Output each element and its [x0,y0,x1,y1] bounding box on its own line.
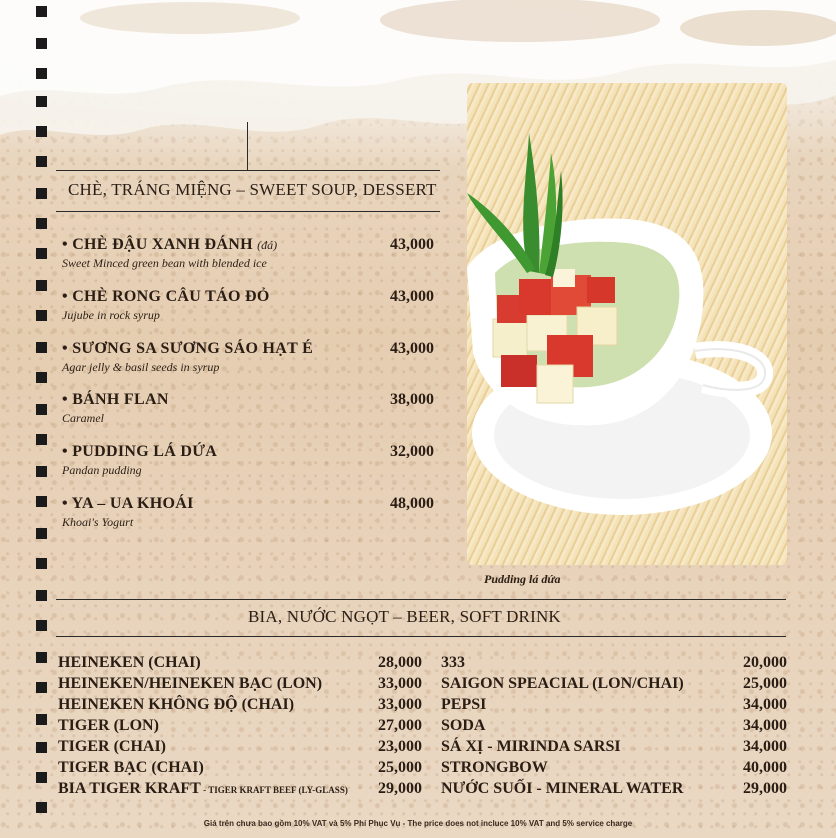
item-price: 43,000 [390,236,434,253]
item-name: TIGER (CHAI) [58,738,167,755]
item-name: SODA [441,717,486,734]
list-item [58,736,422,757]
item-price: 23,000 [378,738,422,755]
item-price: 43,000 [390,288,434,305]
dessert-section-title: CHÈ, TRÁNG MIỆNG – SWEET SOUP, DESSERT [68,180,437,199]
item-price: 33,000 [378,696,422,713]
item-price: 34,000 [743,717,787,734]
list-item [58,652,422,673]
item-price: 29,000 [743,780,787,797]
item-price: 33,000 [378,675,422,692]
item-price: 25,000 [743,675,787,692]
item-description: Pandan pudding [62,463,142,477]
list-item [58,715,422,736]
item-description: Caramel [62,411,104,425]
list-item [441,757,787,778]
item-name: TIGER (LON) [58,717,159,734]
item-price: 20,000 [743,654,787,671]
item-price: 43,000 [390,340,434,357]
item-name: SÁ XỊ - MIRINDA SARSI [441,738,621,755]
item-name: • CHÈ RONG CÂU TÁO ĐỎ [62,288,270,305]
list-item [441,694,787,715]
item-price: 48,000 [390,495,434,512]
item-name: HEINEKEN (CHAI) [58,654,201,671]
drinks-left-column [58,652,422,799]
pudding-cup-illustration [467,83,787,565]
item-name: • CHÈ ĐẬU XANH ĐÁNH [62,236,253,253]
list-item [58,757,422,778]
item-description: Agar jelly & basil seeds in syrup [62,360,220,374]
divider-bottom [56,211,440,212]
item-price: 40,000 [743,759,787,776]
item-price: 38,000 [390,391,434,408]
item-price: 25,000 [378,759,422,776]
drinks-right-column [441,652,787,799]
item-price: 34,000 [743,738,787,755]
item-name: • PUDDING LÁ DỨA [62,443,218,460]
item-price: 32,000 [390,443,434,460]
item-price: 27,000 [378,717,422,734]
item-price: 29,000 [378,780,422,797]
menu-item [62,236,434,271]
list-item [441,736,787,757]
menu-item [62,391,434,426]
divider-top [56,599,786,600]
item-name: SAIGON SPEACIAL (LON/CHAI) [441,675,684,692]
list-item [441,715,787,736]
list-item [441,652,787,673]
item-name: HEINEKEN/HEINEKEN BẠC (LON) [58,675,323,692]
dessert-photo [467,83,787,565]
item-name: • SƯƠNG SA SƯƠNG SÁO HẠT É [62,340,314,357]
list-item [441,778,787,799]
list-item [58,694,422,715]
item-name: NƯỚC SUỐI - MINERAL WATER [441,780,684,797]
menu-item [62,443,434,478]
item-name: HEINEKEN KHÔNG ĐỘ (CHAI) [58,696,295,713]
item-price: 34,000 [743,696,787,713]
menu-item [62,288,434,323]
list-item [58,673,422,694]
menu-item [62,495,434,530]
item-subtitle: - TIGER KRAFT BEEF (LY-GLASS) [200,785,348,795]
item-name: TIGER BẠC (CHAI) [58,759,204,776]
item-description: Jujube in rock syrup [62,308,160,322]
item-note: (đá) [257,238,278,252]
divider-vertical [247,122,248,170]
item-name: • YA – UA KHOÁI [62,495,194,512]
item-name: 333 [441,654,465,671]
binding-holes [36,0,48,838]
divider-bottom [56,636,786,637]
item-description: Khoai's Yogurt [62,515,134,529]
price-note-footer: Giá trên chưa bao gồm 10% VAT và 5% Phí Phục Vụ - The price does not incluce 10% VAT and 5% service charge [203,819,633,828]
menu-item [62,340,434,375]
item-description: Sweet Minced green bean with blended ice [62,256,267,270]
list-item [441,673,787,694]
drinks-section-title: BIA, NƯỚC NGỌT – BEER, SOFT DRINK [248,607,561,626]
item-name: PEPSI [441,696,487,713]
item-name: BIA TIGER KRAFT [58,780,201,797]
list-item [58,778,422,799]
item-name: STRONGBOW [441,759,548,776]
photo-caption: Pudding lá dứa [484,572,561,586]
item-name: • BÁNH FLAN [62,391,169,408]
divider-top [56,170,440,171]
item-price: 28,000 [378,654,422,671]
